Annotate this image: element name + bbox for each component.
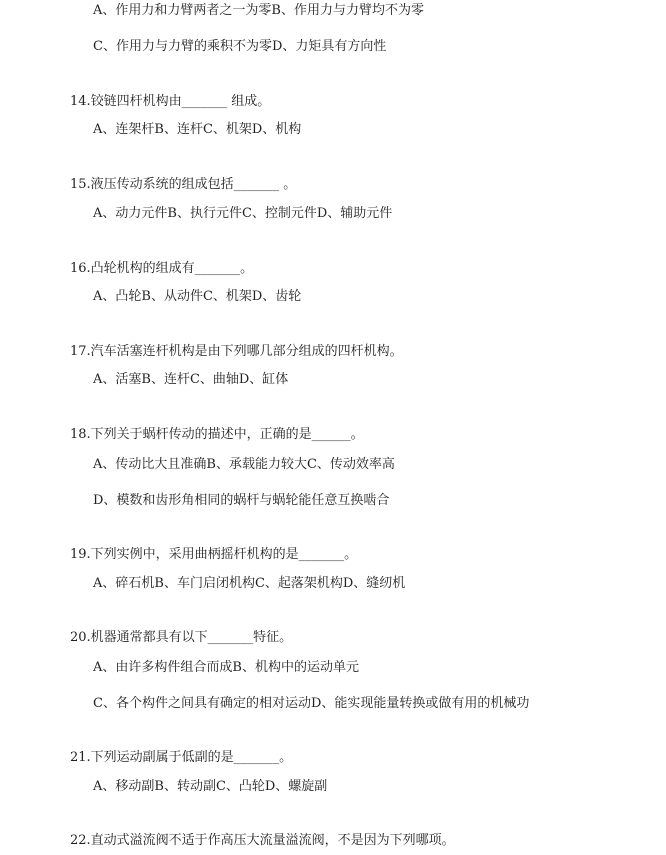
q17-options: A、活塞B、连杆C、曲轴D、缸体 (93, 372, 289, 387)
q14-options: A、连架杆B、连杆C、机架D、机构 (93, 122, 302, 137)
question-14: 14.铰链四杆机构由_______ 组成。 (70, 94, 271, 109)
question-18: 18.下列关于蜗杆传动的描述中，正确的是______。 (70, 427, 364, 442)
question-19: 19.下列实例中，采用曲柄摇杆机构的是_______。 (70, 547, 358, 562)
q15-options: A、动力元件B、执行元件C、控制元件D、辅助元件 (93, 206, 393, 221)
question-22: 22.直动式溢流阀不适于作高压大流量溢流阀，不是因为下列哪项。 (70, 833, 455, 848)
q16-options: A、凸轮B、从动件C、机架D、齿轮 (93, 289, 302, 304)
q20-options-line-2: C、各个构件之间具有确定的相对运动D、能实现能量转换或做有用的机械功 (93, 696, 530, 711)
q18-options-line-2: D、模数和齿形角相同的蜗杆与蜗轮能任意互换啮合 (93, 493, 390, 508)
q13-options-line-1: A、作用力和力臂两者之一为零B、作用力与力臂均不为零 (93, 3, 424, 18)
question-16: 16.凸轮机构的组成有_______。 (70, 261, 254, 276)
question-17: 17.汽车活塞连杆机构是由下列哪几部分组成的四杆机构。 (70, 344, 403, 359)
q19-options: A、碎石机B、车门启闭机构C、起落架机构D、缝纫机 (93, 576, 406, 591)
q18-options-line-1: A、传动比大且准确B、承载能力较大C、传动效率高 (93, 457, 395, 472)
q20-options-line-1: A、由许多构件组合而成B、机构中的运动单元 (93, 660, 359, 675)
q13-options-line-2: C、作用力与力臂的乘积不为零D、力矩具有方向性 (93, 39, 387, 54)
question-15: 15.液压传动系统的组成包括_______ 。 (70, 177, 297, 192)
question-21: 21.下列运动副属于低副的是_______。 (70, 750, 293, 765)
question-20: 20.机器通常都具有以下_______特征。 (70, 630, 293, 645)
q21-options: A、移动副B、转动副C、凸轮D、螺旋副 (93, 779, 328, 794)
